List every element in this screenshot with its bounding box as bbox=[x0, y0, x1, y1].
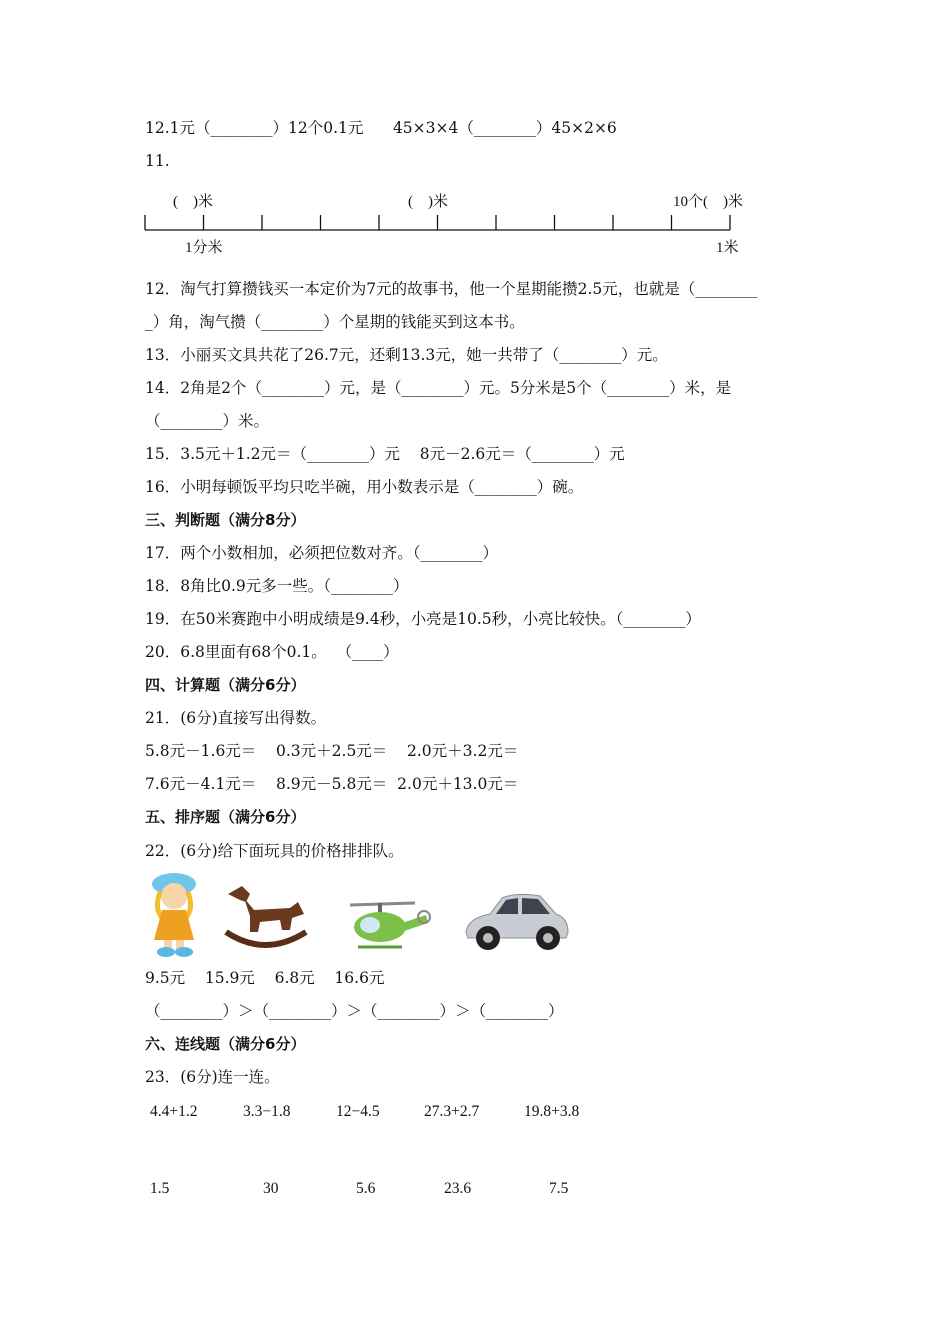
match-expr-1: 4.4+1.2 bbox=[150, 1103, 198, 1120]
line-q16: 16．小明每顿饭平均只吃半碗，用小数表示是（________）碗。 bbox=[145, 478, 584, 496]
ruler-bottom-label-1: 1分米 bbox=[185, 240, 223, 256]
line-q21: 21．(6分)直接写出得数。 bbox=[145, 709, 327, 727]
line-q19: 19．在50米赛跑中小明成绩是9.4秒，小亮是10.5秒，小亮比较快。（________） bbox=[145, 610, 701, 628]
ruler-top-label-2: ( )米 bbox=[408, 194, 448, 210]
line-q14b: （________）米。 bbox=[145, 412, 270, 430]
match-expr-3: 12−4.5 bbox=[336, 1103, 380, 1120]
match-expr-5: 19.8+3.8 bbox=[524, 1103, 580, 1120]
section-3-heading: 三、判断题（满分8分） bbox=[145, 511, 306, 529]
line-q21-row1: 5.8元－1.6元＝ 0.3元＋2.5元＝ 2.0元＋3.2元＝ bbox=[145, 742, 519, 760]
line-q23: 23．(6分)连一连。 bbox=[145, 1068, 280, 1086]
line-q12a: 12．淘气打算攒钱买一本定价为7元的故事书，他一个星期能攒2.5元，也就是（________ bbox=[145, 280, 758, 298]
doll-icon bbox=[140, 870, 208, 958]
ruler-top-label-3: 10个( )米 bbox=[673, 194, 743, 210]
match-answer-3: 5.6 bbox=[356, 1180, 376, 1197]
section-6-heading: 六、连线题（满分6分） bbox=[145, 1035, 306, 1053]
line-q11: 11. bbox=[145, 152, 170, 170]
section-4-heading: 四、计算题（满分6分） bbox=[145, 676, 306, 694]
ruler-svg bbox=[0, 0, 950, 270]
line-q21-row2: 7.6元－4.1元＝ 8.9元－5.8元＝ 2.0元＋13.0元＝ bbox=[145, 775, 519, 793]
match-expr-4: 27.3+2.7 bbox=[424, 1103, 480, 1120]
match-expr-2: 3.3−1.8 bbox=[243, 1103, 291, 1120]
line-q22-prices: 9.5元 15.9元 6.8元 16.6元 bbox=[145, 969, 385, 987]
match-answer-5: 7.5 bbox=[549, 1180, 569, 1197]
line-q20: 20．6.8里面有68个0.1。 （____） bbox=[145, 643, 399, 661]
section-5-heading: 五、排序题（满分6分） bbox=[145, 808, 306, 826]
helicopter-icon bbox=[340, 895, 435, 955]
line-q14a: 14．2角是2个（________）元，是（________）元。5分米是5个（________）米，是 bbox=[145, 379, 732, 397]
match-answer-4: 23.6 bbox=[444, 1180, 472, 1197]
ruler-bottom-label-2: 1米 bbox=[716, 240, 739, 256]
match-answer-2: 30 bbox=[263, 1180, 279, 1197]
rocking-horse-icon bbox=[220, 880, 310, 952]
line-q15: 15．3.5元＋1.2元＝（________）元 8元－2.6元＝（________）元 bbox=[145, 445, 625, 463]
line-q13: 13．小丽买文具共花了26.7元，还剩13.3元，她一共带了（________）元。 bbox=[145, 346, 668, 364]
line-q22-order: （________）＞（________）＞（________）＞（________） bbox=[145, 1002, 564, 1020]
line-q18: 18．8角比0.9元多一些。（________） bbox=[145, 577, 409, 595]
car-icon bbox=[460, 890, 572, 954]
line-q12-compare: 12.1元（________）12个0.1元 45×3×4（________）45×2×6 bbox=[145, 119, 617, 137]
line-q17: 17．两个小数相加，必须把位数对齐。（________） bbox=[145, 544, 498, 562]
line-q12b: _）角，淘气攒（________）个星期的钱能买到这本书。 bbox=[145, 313, 525, 331]
line-q22: 22．(6分)给下面玩具的价格排排队。 bbox=[145, 842, 404, 860]
match-answer-1: 1.5 bbox=[150, 1180, 170, 1197]
ruler-top-label-1: ( )米 bbox=[173, 194, 213, 210]
